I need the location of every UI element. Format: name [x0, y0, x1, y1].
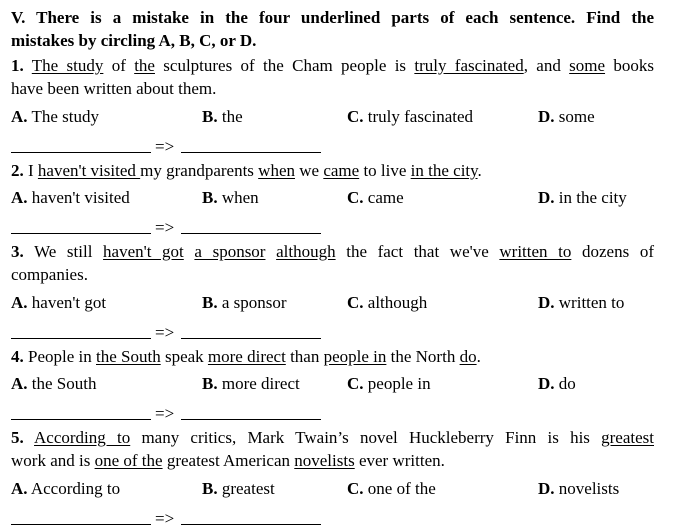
answer-option-d[interactable] — [538, 373, 576, 395]
option-letter: B. — [202, 374, 218, 393]
option-text: the South — [27, 374, 97, 393]
option-letter: C. — [347, 107, 364, 126]
underlined-part: some — [569, 56, 606, 75]
underlined-part: more direct — [207, 347, 286, 366]
answer-option-b[interactable] — [202, 106, 243, 128]
instruction-line-2: mistakes by circling A, B, C, or D. — [11, 31, 257, 50]
question-number: 2. — [11, 161, 24, 180]
option-letter: A. — [11, 107, 28, 126]
answer-option-b[interactable] — [202, 478, 275, 500]
option-letter: D. — [538, 479, 555, 498]
question-sentence — [11, 427, 654, 449]
underlined-part: when — [258, 161, 295, 180]
option-text: written to — [554, 293, 625, 312]
answer-option-a[interactable] — [11, 106, 99, 128]
mistake-answer-blank[interactable] — [11, 152, 151, 153]
sentence-text: to live — [359, 161, 411, 180]
underlined-part: greatest — [601, 428, 654, 447]
question-number: 4. — [11, 347, 24, 366]
question-sentence-continuation — [11, 450, 445, 472]
question-sentence-continuation: have been written about them. — [11, 79, 217, 98]
sentence-text — [24, 428, 34, 447]
sentence-text: We still — [23, 242, 104, 261]
option-letter: D. — [538, 107, 555, 126]
underlined-part: came — [323, 161, 360, 180]
answer-option-c[interactable] — [347, 292, 427, 314]
answer-option-d[interactable] — [538, 478, 619, 500]
option-text: a sponsor — [217, 293, 287, 312]
option-letter: D. — [538, 188, 555, 207]
underlined-part: a sponsor — [194, 242, 266, 261]
arrow-symbol: => — [155, 323, 175, 342]
sentence-text: of — [103, 56, 135, 75]
option-letter: B. — [202, 107, 218, 126]
underlined-part: truly fascinated — [414, 56, 524, 75]
arrow-symbol: => — [155, 404, 175, 423]
option-text: do — [554, 374, 576, 393]
arrow-symbol: => — [155, 218, 175, 237]
sentence-text: sculptures of the Cham people is — [154, 56, 415, 75]
option-letter: B. — [202, 188, 218, 207]
answer-option-c[interactable] — [347, 106, 473, 128]
option-text: haven't got — [27, 293, 107, 312]
question-sentence — [11, 241, 654, 263]
option-text: greatest — [217, 479, 275, 498]
option-text: in the city — [554, 188, 627, 207]
option-letter: A. — [11, 293, 28, 312]
answer-option-d[interactable] — [538, 106, 595, 128]
sentence-text: greatest American — [162, 451, 295, 470]
sentence-text — [184, 242, 195, 261]
sentence-text: speak — [160, 347, 208, 366]
sentence-text: many critics, Mark Twain’s novel Huckleberry Finn is his — [130, 428, 602, 447]
underlined-part: people in — [323, 347, 387, 366]
answer-option-c[interactable] — [347, 373, 431, 395]
underlined-part: the — [134, 56, 155, 75]
sentence-text — [24, 56, 32, 75]
question-sentence — [11, 160, 482, 182]
sentence-text — [265, 242, 276, 261]
answer-option-c[interactable] — [347, 478, 436, 500]
option-text: haven't visited — [27, 188, 130, 207]
underlined-part: According to — [34, 428, 131, 447]
underlined-part: in the city — [410, 161, 478, 180]
underlined-part: haven't visited — [37, 161, 141, 180]
answer-option-b[interactable] — [202, 373, 300, 395]
correction-answer-blank[interactable] — [181, 524, 321, 525]
option-text: novelists — [554, 479, 620, 498]
underlined-part: do — [459, 347, 477, 366]
option-letter: B. — [202, 293, 218, 312]
answer-option-b[interactable] — [202, 187, 259, 209]
option-letter: A. — [11, 188, 28, 207]
sentence-text: we — [295, 161, 324, 180]
option-text: one of the — [363, 479, 436, 498]
mistake-answer-blank[interactable] — [11, 338, 151, 339]
answer-option-a[interactable] — [11, 478, 120, 500]
underlined-part: although — [276, 242, 336, 261]
answer-option-b[interactable] — [202, 292, 287, 314]
sentence-text: ever written. — [354, 451, 445, 470]
sentence-text: work and is — [11, 451, 95, 470]
option-text: came — [363, 188, 404, 207]
question-sentence — [11, 346, 481, 368]
sentence-text: my grandparents — [140, 161, 259, 180]
question-number: 1. — [11, 56, 24, 75]
question-sentence — [11, 55, 654, 77]
option-letter: A. — [11, 374, 28, 393]
underlined-part: written to — [499, 242, 572, 261]
option-text: when — [217, 188, 259, 207]
sentence-text: than — [285, 347, 324, 366]
option-text: more direct — [217, 374, 300, 393]
option-text: The study — [27, 107, 99, 126]
option-text: truly fascinated — [363, 107, 474, 126]
answer-option-a[interactable] — [11, 292, 106, 314]
option-text: people in — [363, 374, 431, 393]
instruction-line-1: V. There is a mistake in the four underlined parts of each sentence. Find the — [11, 8, 654, 27]
correction-answer-blank[interactable] — [181, 419, 321, 420]
sentence-text: the fact that we've — [335, 242, 500, 261]
option-letter: D. — [538, 374, 555, 393]
correction-answer-blank[interactable] — [181, 338, 321, 339]
sentence-text: , and — [523, 56, 570, 75]
answer-option-a[interactable] — [11, 187, 130, 209]
arrow-symbol: => — [155, 509, 175, 528]
sentence-text: I — [23, 161, 38, 180]
mistake-answer-blank[interactable] — [11, 524, 151, 525]
answer-option-d[interactable] — [538, 187, 627, 209]
underlined-part: novelists — [294, 451, 355, 470]
option-text: although — [363, 293, 428, 312]
question-sentence-continuation: companies. — [11, 265, 88, 284]
sentence-text: books — [605, 56, 654, 75]
sentence-text: the North — [386, 347, 460, 366]
answer-option-a[interactable] — [11, 373, 96, 395]
sentence-text: . — [477, 161, 482, 180]
sentence-text: People in — [23, 347, 96, 366]
mistake-answer-blank[interactable] — [11, 233, 151, 234]
correction-answer-blank[interactable] — [181, 152, 321, 153]
underlined-part: The study — [31, 56, 104, 75]
option-letter: C. — [347, 479, 364, 498]
sentence-text: . — [476, 347, 481, 366]
option-letter: C. — [347, 374, 364, 393]
underlined-part: one of the — [94, 451, 163, 470]
option-text: some — [554, 107, 595, 126]
question-number: 5. — [11, 428, 24, 447]
answer-option-c[interactable] — [347, 187, 404, 209]
option-letter: B. — [202, 479, 218, 498]
arrow-symbol: => — [155, 137, 175, 156]
sentence-text: dozens of — [571, 242, 654, 261]
option-letter: C. — [347, 293, 364, 312]
option-letter: D. — [538, 293, 555, 312]
mistake-answer-blank[interactable] — [11, 419, 151, 420]
option-letter: C. — [347, 188, 364, 207]
option-letter: A. — [11, 479, 28, 498]
answer-option-d[interactable] — [538, 292, 624, 314]
option-text: the — [217, 107, 243, 126]
question-number: 3. — [11, 242, 24, 261]
underlined-part: haven't got — [103, 242, 184, 261]
correction-answer-blank[interactable] — [181, 233, 321, 234]
option-text: According to — [27, 479, 121, 498]
underlined-part: the South — [96, 347, 161, 366]
